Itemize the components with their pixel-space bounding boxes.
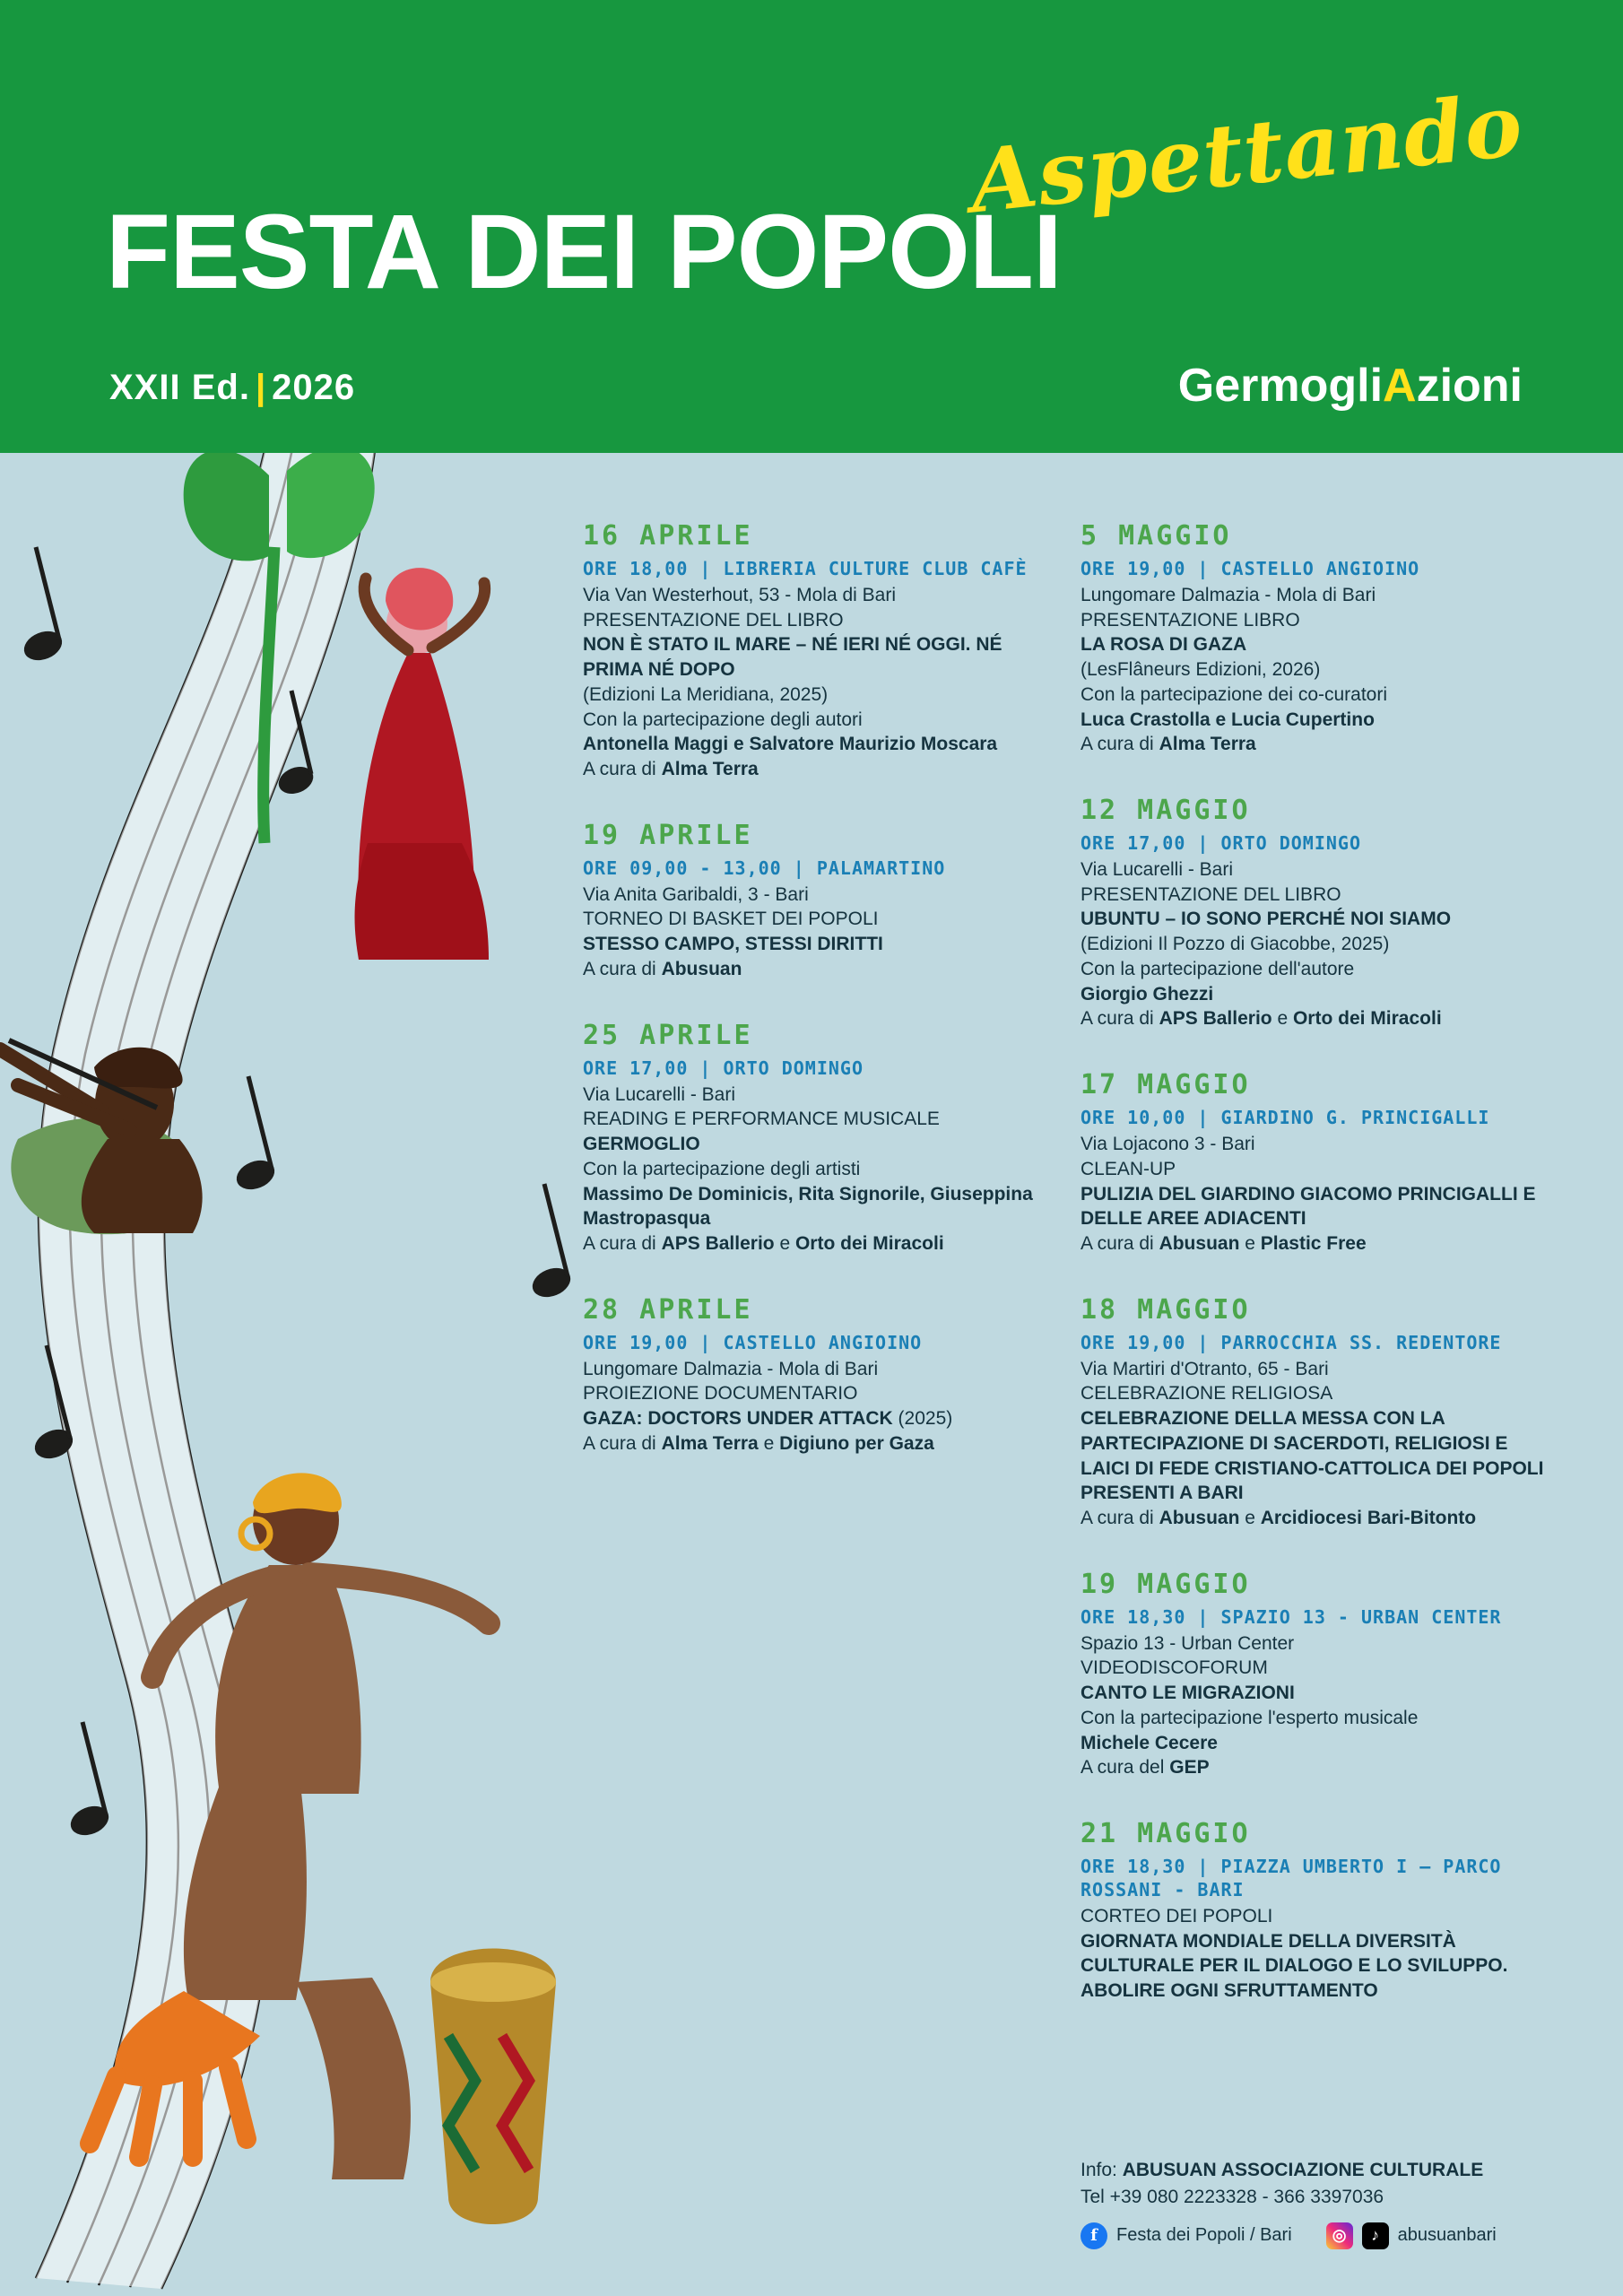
event-type: VIDEODISCOFORUM xyxy=(1081,1657,1268,1679)
event-organizer: A cura di Abusuan e Arcidiocesi Bari-Bitonto xyxy=(1081,1507,1477,1528)
event-participation: Con la partecipazione degli autori xyxy=(583,709,863,730)
event-time-venue: ORE 18,00 | LIBRERIA CULTURE CLUB CAFÈ xyxy=(583,558,1028,579)
event-time-venue: ORE 17,00 | ORTO DOMINGO xyxy=(583,1057,864,1079)
event-date: 5 MAGGIO xyxy=(1081,520,1232,552)
event-organizer: A cura di Alma Terra xyxy=(1081,734,1256,755)
event-name: GERMOGLIO xyxy=(583,1134,700,1155)
event-type: CLEAN-UP xyxy=(1081,1158,1176,1179)
event-card xyxy=(1081,1069,1556,1257)
event-guests: Giorgio Ghezzi xyxy=(1081,983,1214,1004)
event-date: 18 MAGGIO xyxy=(1081,1293,1251,1326)
event-organizer: A cura di APS Ballerio e Orto dei Miracoli xyxy=(583,1232,944,1254)
event-card xyxy=(1081,1569,1556,1780)
event-participation: Con la partecipazione dell'autore xyxy=(1081,958,1355,979)
event-type: PRESENTAZIONE DEL LIBRO xyxy=(583,609,844,631)
event-card xyxy=(1081,795,1556,1031)
event-time-venue: ORE 09,00 - 13,00 | PALAMARTINO xyxy=(583,857,946,879)
event-time-venue: ORE 18,30 | PIAZZA UMBERTO I – PARCO ROSSANI - BARI xyxy=(1081,1856,1502,1900)
info-organization: ABUSUAN ASSOCIAZIONE CULTURALE xyxy=(1122,2160,1484,2180)
event-date: 25 APRILE xyxy=(583,1019,753,1051)
event-type: CELEBRAZIONE RELIGIOSA xyxy=(1081,1383,1333,1405)
event-address: Via Anita Garibaldi, 3 - Bari xyxy=(583,883,809,905)
event-guests: Massimo De Dominicis, Rita Signorile, Giuseppina Mastropasqua xyxy=(583,1183,1033,1230)
event-name: CANTO LE MIGRAZIONI xyxy=(1081,1683,1295,1704)
event-date: 19 APRILE xyxy=(583,819,753,851)
event-name: STESSO CAMPO, STESSI DIRITTI xyxy=(583,934,883,955)
event-name: GAZA: DOCTORS UNDER ATTACK (2025) xyxy=(583,1408,953,1430)
event-name: PULIZIA DEL GIARDINO GIACOMO PRINCIGALLI E DELLE AREE ADIACENTI xyxy=(1081,1183,1536,1230)
event-time-venue: ORE 17,00 | ORTO DOMINGO xyxy=(1081,832,1361,855)
info-phone: Tel +39 080 2223328 - 366 3397036 xyxy=(1081,2187,1384,2208)
event-name: UBUNTU – IO SONO PERCHÉ NOI SIAMO xyxy=(1081,909,1452,930)
info-org-line xyxy=(1081,2157,1583,2184)
event-publisher: (LesFlâneurs Edizioni, 2026) xyxy=(1081,659,1321,681)
event-publisher: (Edizioni La Meridiana, 2025) xyxy=(583,683,829,705)
event-participation: Con la partecipazione l'esperto musicale xyxy=(1081,1707,1419,1728)
subtitle-post: zioni xyxy=(1416,360,1523,412)
event-card xyxy=(583,1020,1049,1257)
event-name: CELEBRAZIONE DELLA MESSA CON LA PARTECIPAZIONE DI SACERDOTI, RELIGIOSI E LAICI DI FEDE CRISTIANO-CATTOLICA DEI POPOLI PRESENTI A BARI xyxy=(1081,1408,1544,1504)
event-address: Via Lojacono 3 - Bari xyxy=(1081,1134,1255,1155)
event-date: 21 MAGGIO xyxy=(1081,1818,1251,1849)
event-address: Lungomare Dalmazia - Mola di Bari xyxy=(1081,585,1376,605)
dancer-figure xyxy=(355,568,489,960)
edition-line xyxy=(109,368,355,408)
event-time-venue: ORE 18,30 | SPAZIO 13 - URBAN CENTER xyxy=(1081,1605,1502,1628)
event-participation: Con la partecipazione dei co-curatori xyxy=(1081,683,1388,705)
event-address: Via Martiri d'Otranto, 65 - Bari xyxy=(1081,1358,1329,1379)
event-address: Via Lucarelli - Bari xyxy=(583,1083,736,1105)
event-card xyxy=(1081,520,1556,757)
event-type: PRESENTAZIONE DEL LIBRO xyxy=(1081,883,1341,905)
subtitle xyxy=(1178,359,1523,413)
event-card xyxy=(1081,1818,1556,2004)
event-address: Via Van Westerhout, 53 - Mola di Bari xyxy=(583,585,897,605)
event-card xyxy=(583,820,1049,982)
edition-number: XXII Ed. xyxy=(109,368,250,407)
aspettando-script-title: Aspettando xyxy=(965,74,1528,233)
flute-player-figure xyxy=(0,1040,203,1234)
event-organizer: A cura di Alma Terra e Digiuno per Gaza xyxy=(583,1432,934,1454)
event-date: 17 MAGGIO xyxy=(1081,1069,1251,1101)
event-organizer: A cura di Abusuan xyxy=(583,958,742,979)
event-participation: Con la partecipazione degli artisti xyxy=(583,1158,861,1179)
event-card xyxy=(1081,1294,1556,1531)
event-date: 16 APRILE xyxy=(583,520,753,552)
edition-year: 2026 xyxy=(272,368,356,407)
event-time-venue: ORE 19,00 | PARROCCHIA SS. REDENTORE xyxy=(1081,1331,1502,1353)
event-date: 19 MAGGIO xyxy=(1081,1568,1251,1600)
event-time-venue: ORE 19,00 | CASTELLO ANGIOINO xyxy=(1081,558,1420,579)
illustration-artwork xyxy=(0,422,628,2296)
event-type: CORTEO DEI POPOLI xyxy=(1081,1906,1273,1926)
event-card xyxy=(583,520,1049,782)
events-column-right xyxy=(1081,520,1556,2041)
event-organizer: A cura di APS Ballerio e Orto dei Miracoli xyxy=(1081,1008,1442,1030)
contact-info xyxy=(1081,2157,1583,2249)
event-type: TORNEO DI BASKET DEI POPOLI xyxy=(583,909,879,930)
facebook-handle[interactable]: Festa dei Popoli / Bari xyxy=(1116,2225,1292,2246)
event-date: 28 APRILE xyxy=(583,1293,753,1326)
subtitle-accent: A xyxy=(1383,360,1417,412)
social-links xyxy=(1081,2222,1583,2249)
event-type: PROIEZIONE DOCUMENTARIO xyxy=(583,1383,858,1405)
event-address: Via Lucarelli - Bari xyxy=(1081,859,1234,881)
edition-separator: | xyxy=(255,368,267,407)
event-guests: Antonella Maggi e Salvatore Maurizio Moscara xyxy=(583,734,998,755)
event-time-venue: ORE 19,00 | CASTELLO ANGIOINO xyxy=(583,1331,923,1353)
page-title: FESTA DEI POPOLI xyxy=(106,193,1062,311)
event-name: GIORNATA MONDIALE DELLA DIVERSITÀ CULTURALE PER IL DIALOGO E LO SVILUPPO. ABOLIRE OGNI SFRUTTAMENTO xyxy=(1081,1930,1508,2002)
facebook-icon[interactable]: f xyxy=(1081,2222,1107,2249)
event-name: NON È STATO IL MARE – NÉ IERI NÉ OGGI. NÉ PRIMA NÉ DOPO xyxy=(583,634,1002,681)
event-guests: Luca Crastolla e Lucia Cupertino xyxy=(1081,709,1375,730)
event-organizer: A cura di Alma Terra xyxy=(583,759,759,780)
event-address: Lungomare Dalmazia - Mola di Bari xyxy=(583,1358,879,1379)
event-time-venue: ORE 10,00 | GIARDINO G. PRINCIGALLI xyxy=(1081,1107,1490,1129)
event-address: Spazio 13 - Urban Center xyxy=(1081,1632,1295,1654)
subtitle-pre: Germogli xyxy=(1177,360,1384,412)
event-name: LA ROSA DI GAZA xyxy=(1081,634,1247,656)
event-type: PRESENTAZIONE LIBRO xyxy=(1081,609,1300,631)
event-guests: Michele Cecere xyxy=(1081,1732,1218,1753)
event-organizer: A cura del GEP xyxy=(1081,1757,1210,1779)
instagram-icon[interactable]: ◎ xyxy=(1326,2222,1353,2249)
poster-header xyxy=(0,0,1623,453)
events-column-left xyxy=(583,520,1049,1494)
info-label: Info: xyxy=(1081,2160,1117,2180)
event-date: 12 MAGGIO xyxy=(1081,795,1251,827)
event-card xyxy=(583,1294,1049,1457)
event-organizer: A cura di Abusuan e Plastic Free xyxy=(1081,1232,1367,1254)
instagram-handle[interactable]: abusuanbari xyxy=(1397,2225,1497,2246)
tiktok-icon[interactable]: ♪ xyxy=(1362,2222,1389,2249)
event-publisher: (Edizioni Il Pozzo di Giacobbe, 2025) xyxy=(1081,934,1390,955)
event-type: READING E PERFORMANCE MUSICALE xyxy=(583,1109,940,1130)
